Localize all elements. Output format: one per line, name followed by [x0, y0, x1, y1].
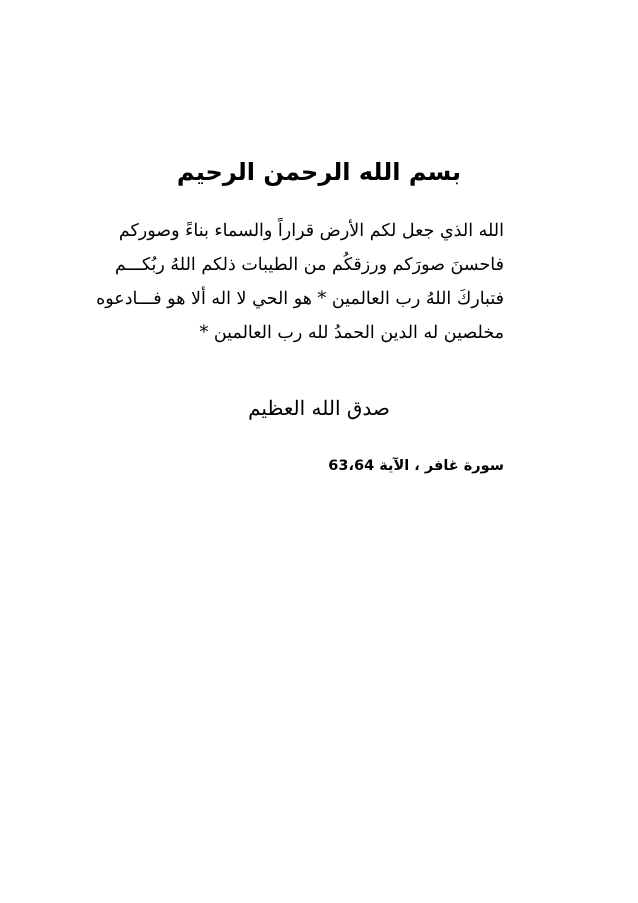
verse-line-1: الله الذي جعل لكم الأرض قراراً والسماء بناءً وصوركم — [118, 221, 504, 241]
surah-reference: سورة غافر ، الآية 63،64 — [328, 458, 504, 474]
verse-line-3: فتباركَ اللهُ رب العالمين * هو الحي لا اله ألا هو فـــادعوه — [96, 289, 504, 309]
verse-block — [96, 214, 504, 350]
verse-line-4: مخلصين له الدين الحمدُ لله رب العالمين * — [199, 323, 504, 343]
verse-line-2: فاحسنَ صورَكم ورزقكُم من الطيبات ذلكم اللهُ ربُكـــم — [114, 255, 504, 275]
basmala-heading: بسم الله الرحمن الرحيم — [176, 158, 462, 186]
closing-phrase: صدق الله العظيم — [248, 396, 390, 420]
